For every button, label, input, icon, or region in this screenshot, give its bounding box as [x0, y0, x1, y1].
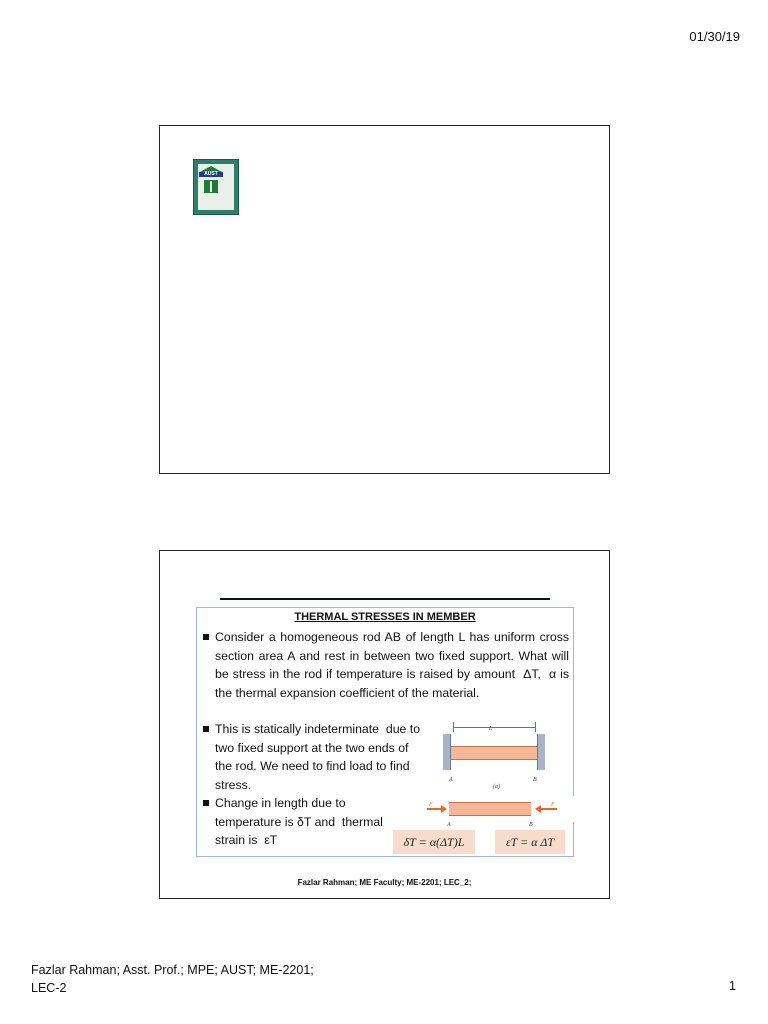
force-label-left: F	[429, 802, 433, 808]
page-number: 1	[729, 979, 736, 993]
page-footer-author: Fazlar Rahman; Asst. Prof.; MPE; AUST; ME-2201; LEC-2	[31, 963, 314, 995]
point-b-label-2: B	[529, 822, 533, 828]
slide-2	[159, 550, 610, 899]
slide-content-box	[196, 607, 574, 857]
free-rod-figure	[425, 796, 575, 828]
fixed-rod-figure	[429, 720, 569, 790]
length-label: L	[489, 726, 493, 732]
bullet-icon	[203, 800, 209, 806]
bullet-text-2: This is statically indeterminate due to two fixed support at the two ends of the rod. We need to find load to find stress.	[215, 722, 421, 792]
slide-footer: Fazlar Rahman; ME Faculty; ME-2201; LEC_2;	[297, 878, 472, 887]
left-support	[443, 734, 451, 770]
bullet-text-1: Consider a homogeneous rod AB of length L has uniform cross section area A and rest in between two fixed support. What will be stress in the rod if temperature is raised by amount ΔT, α is the thermal expansion coefficient of the material.	[215, 630, 569, 700]
point-b-label: B	[533, 777, 537, 783]
point-a-label: A	[449, 777, 453, 783]
logo-band-text: AUST	[199, 172, 223, 177]
bullet-icon	[203, 634, 209, 640]
force-label-right: F	[551, 802, 555, 808]
slide-heading: THERMAL STRESSES IN MEMBER	[294, 611, 476, 623]
slide-1	[159, 125, 610, 474]
bullet-icon	[203, 726, 209, 732]
figure-caption: (a)	[493, 784, 500, 790]
print-date: 01/30/19	[689, 29, 740, 44]
bullet-text-3: Change in length due to temperature is δT and thermal strain is εT	[215, 796, 383, 848]
rod-ab	[451, 746, 537, 760]
title-rule	[220, 598, 550, 600]
aust-logo-icon	[193, 159, 239, 215]
point-a-label-2: A	[447, 822, 451, 828]
strain-formula: εT = α ΔT	[495, 830, 565, 854]
deformation-formula: δT = α(ΔT)L	[393, 830, 475, 854]
right-support	[537, 734, 545, 770]
rod-free	[449, 802, 531, 816]
force-arrow-left-icon	[427, 808, 441, 810]
